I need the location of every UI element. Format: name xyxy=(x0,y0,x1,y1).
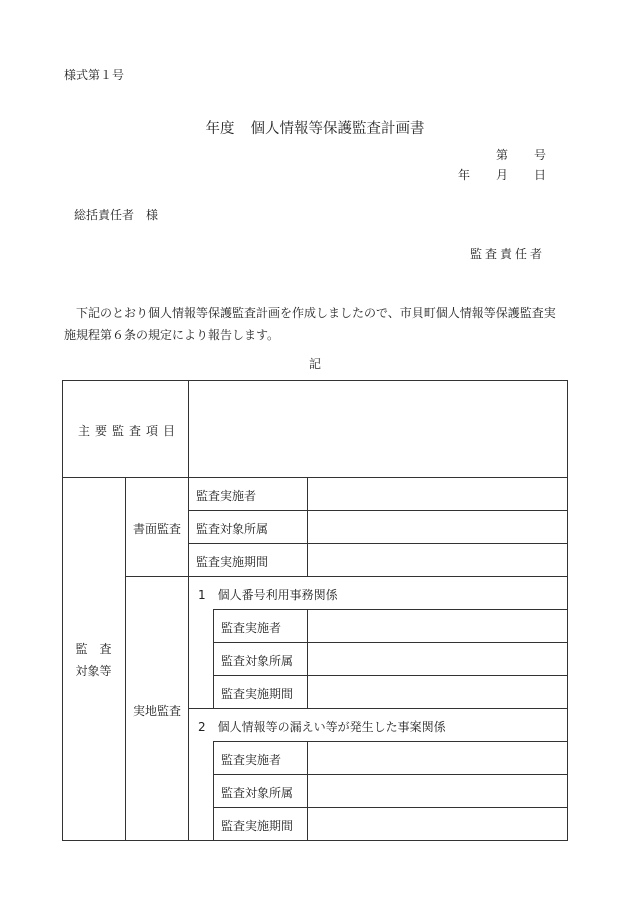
form-number: 様式第１号 xyxy=(64,68,125,82)
sec2-implementer-label: 監査実施者 xyxy=(221,753,282,767)
ki-heading: 記 xyxy=(308,357,321,371)
doc-number-dai: 第 xyxy=(496,148,509,162)
doc-number-go: 号 xyxy=(534,148,547,162)
date-month: 月 xyxy=(496,168,509,182)
date-year: 年 xyxy=(458,168,471,182)
title-year: 年度 xyxy=(205,121,235,137)
audit-target-label-line2: 対象等 xyxy=(75,664,112,678)
sec2-target-dept-label: 監査対象所属 xyxy=(221,786,294,800)
document-date xyxy=(458,166,546,183)
section2-heading: 2 個人情報等の漏えい等が発生した事案関係 xyxy=(198,720,446,734)
doc-implementer-label: 監査実施者 xyxy=(196,489,257,503)
sec1-implementer-label: 監査実施者 xyxy=(221,621,282,635)
document-title xyxy=(0,117,630,138)
audit-plan-table xyxy=(62,380,568,841)
sec1-period-label: 監査実施期間 xyxy=(221,687,294,701)
title-main: 個人情報等保護監査計画書 xyxy=(250,121,425,137)
document-audit-label: 書面監査 xyxy=(133,522,182,536)
issuer: 監査責任者 xyxy=(470,247,546,261)
sec2-period-label: 監査実施期間 xyxy=(221,819,294,833)
body-paragraph: 下記のとおり個人情報等保護監査計画を作成しましたので、市貝町個人情報等保護監査実施規程第６条の規定により報告します。 xyxy=(64,306,556,342)
main-audit-items-label: 主要監査項目 xyxy=(78,424,181,438)
audit-target-label-line1: 監 査 xyxy=(75,642,112,656)
section1-heading: 1 個人番号利用事務関係 xyxy=(198,588,338,602)
table-grid xyxy=(62,380,568,841)
onsite-audit-label: 実地監査 xyxy=(133,704,182,718)
doc-period-label: 監査実施期間 xyxy=(196,555,269,569)
sec1-target-dept-label: 監査対象所属 xyxy=(221,654,294,668)
date-day: 日 xyxy=(534,168,547,182)
document-number xyxy=(496,146,546,163)
audit-target-label xyxy=(62,638,125,682)
doc-target-dept-label: 監査対象所属 xyxy=(196,522,269,536)
addressee-honorific: 様 xyxy=(146,208,159,222)
addressee-title: 総括責任者 xyxy=(74,208,135,222)
addressee xyxy=(74,206,158,223)
